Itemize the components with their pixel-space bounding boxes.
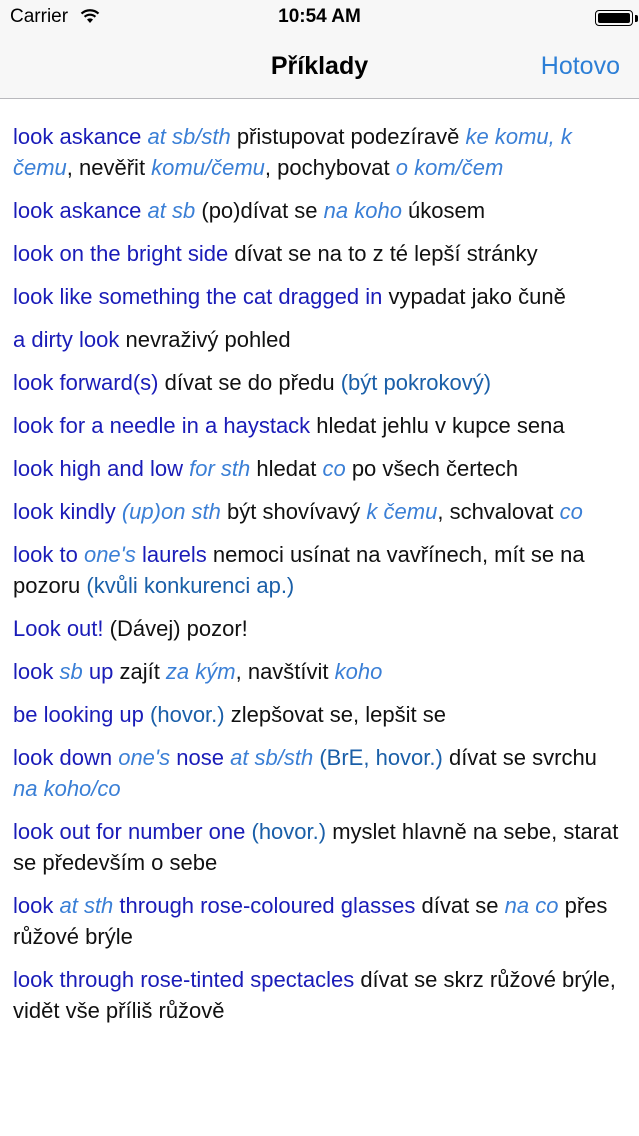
- example-entry[interactable]: [13, 195, 625, 226]
- czech-translation: nevraživý pohled: [119, 327, 291, 352]
- english-phrase: be looking up: [13, 702, 144, 727]
- carrier-label: Carrier: [10, 6, 69, 27]
- example-entry[interactable]: [13, 613, 625, 644]
- done-button[interactable]: Hotovo: [540, 52, 620, 80]
- navigation-bar: [0, 40, 639, 99]
- example-entry[interactable]: [13, 890, 625, 952]
- example-entry[interactable]: [13, 816, 625, 878]
- grammar-note: komu/čemu: [151, 155, 265, 180]
- english-phrase: through rose-coloured glasses: [119, 893, 416, 918]
- example-entry[interactable]: [13, 742, 625, 804]
- czech-translation: dívat se skrz růžové brýle, vidět vše příliš růžově: [13, 967, 616, 1023]
- grammar-note: at sb: [147, 198, 196, 223]
- english-phrase: look askance: [13, 198, 142, 223]
- example-entry[interactable]: [13, 656, 625, 687]
- grammar-note: (up)on sth: [121, 499, 221, 524]
- example-entry[interactable]: [13, 367, 625, 398]
- english-phrase: Look out!: [13, 616, 104, 641]
- czech-translation: dívat se: [415, 893, 505, 918]
- grammar-note: na koho: [323, 198, 402, 223]
- english-phrase: look high and low: [13, 456, 184, 481]
- grammar-note: ke komu, k čemu: [13, 124, 572, 180]
- grammar-note: na co: [504, 893, 559, 918]
- english-phrase: nose: [176, 745, 224, 770]
- grammar-note: at sth: [59, 893, 114, 918]
- grammar-note: za kým: [165, 659, 236, 684]
- czech-translation: přistupovat podezíravě: [230, 124, 466, 149]
- english-phrase: look askance: [13, 124, 142, 149]
- czech-translation: dívat se na to z té lepší stránky: [228, 241, 538, 266]
- english-phrase: a dirty look: [13, 327, 120, 352]
- english-phrase: look to: [13, 542, 78, 567]
- czech-translation: hledat: [250, 456, 323, 481]
- example-entry[interactable]: [13, 453, 625, 484]
- grammar-note: one's: [83, 542, 136, 567]
- example-entry[interactable]: [13, 324, 625, 355]
- czech-translation: vypadat jako čuně: [382, 284, 566, 309]
- example-entry[interactable]: [13, 281, 625, 312]
- english-phrase: laurels: [141, 542, 207, 567]
- clock: 10:54 AM: [278, 6, 361, 27]
- czech-translation: (Dávej) pozor!: [103, 616, 248, 641]
- czech-translation: myslet hlavně na sebe, starat se především o sebe: [13, 819, 619, 875]
- english-phrase: up: [88, 659, 114, 684]
- usage-note: (BrE, hovor.): [319, 745, 443, 770]
- czech-translation: , pochybovat: [264, 155, 396, 180]
- grammar-note: one's: [118, 745, 171, 770]
- czech-translation: (po)dívat se: [195, 198, 324, 223]
- status-bar: [0, 0, 639, 40]
- battery-icon: [595, 10, 633, 26]
- czech-translation: hledat jehlu v kupce sena: [310, 413, 565, 438]
- czech-translation: , schvalovat: [437, 499, 560, 524]
- grammar-note: for sth: [189, 456, 251, 481]
- usage-note: (být pokrokový): [340, 370, 492, 395]
- example-entry[interactable]: [13, 539, 625, 601]
- grammar-note: k čemu: [366, 499, 438, 524]
- grammar-note: koho: [334, 659, 383, 684]
- czech-translation: dívat se do předu: [158, 370, 341, 395]
- english-phrase: look down: [13, 745, 113, 770]
- battery-tip: [635, 15, 638, 22]
- czech-translation: přes růžové brýle: [13, 893, 608, 949]
- examples-list[interactable]: [13, 121, 625, 1038]
- example-entry[interactable]: [13, 964, 625, 1026]
- page-title: Příklady: [270, 52, 369, 80]
- grammar-note: at sb/sth: [230, 745, 314, 770]
- english-phrase: look like something the cat dragged in: [13, 284, 383, 309]
- usage-note: (kvůli konkurenci ap.): [86, 573, 295, 598]
- czech-translation: zajít: [113, 659, 166, 684]
- czech-translation: po všech čertech: [345, 456, 519, 481]
- english-phrase: look: [13, 659, 54, 684]
- english-phrase: look: [13, 893, 54, 918]
- english-phrase: look forward(s): [13, 370, 159, 395]
- czech-translation: úkosem: [401, 198, 486, 223]
- usage-note: (hovor.): [251, 819, 327, 844]
- example-entry[interactable]: [13, 410, 625, 441]
- czech-translation: zlepšovat se, lepšit se: [224, 702, 446, 727]
- english-phrase: look on the bright side: [13, 241, 229, 266]
- example-entry[interactable]: [13, 699, 625, 730]
- example-entry[interactable]: [13, 121, 625, 183]
- english-phrase: look out for number one: [13, 819, 246, 844]
- grammar-note: o kom/čem: [395, 155, 504, 180]
- czech-translation: být shovívavý: [220, 499, 367, 524]
- grammar-note: sb: [59, 659, 83, 684]
- czech-translation: nemoci usínat na vavřínech, mít se na pozoru: [13, 542, 585, 598]
- czech-translation: , navštívit: [235, 659, 335, 684]
- czech-translation: dívat se svrchu: [442, 745, 597, 770]
- czech-translation: , nevěřit: [66, 155, 152, 180]
- grammar-note: co: [559, 499, 583, 524]
- example-entry[interactable]: [13, 496, 625, 527]
- grammar-note: na koho/co: [13, 776, 121, 801]
- grammar-note: at sb/sth: [147, 124, 231, 149]
- usage-note: (hovor.): [150, 702, 225, 727]
- example-entry[interactable]: [13, 238, 625, 269]
- english-phrase: look kindly: [13, 499, 116, 524]
- grammar-note: co: [322, 456, 346, 481]
- english-phrase: look through rose-tinted spectacles: [13, 967, 355, 992]
- english-phrase: look for a needle in a haystack: [13, 413, 311, 438]
